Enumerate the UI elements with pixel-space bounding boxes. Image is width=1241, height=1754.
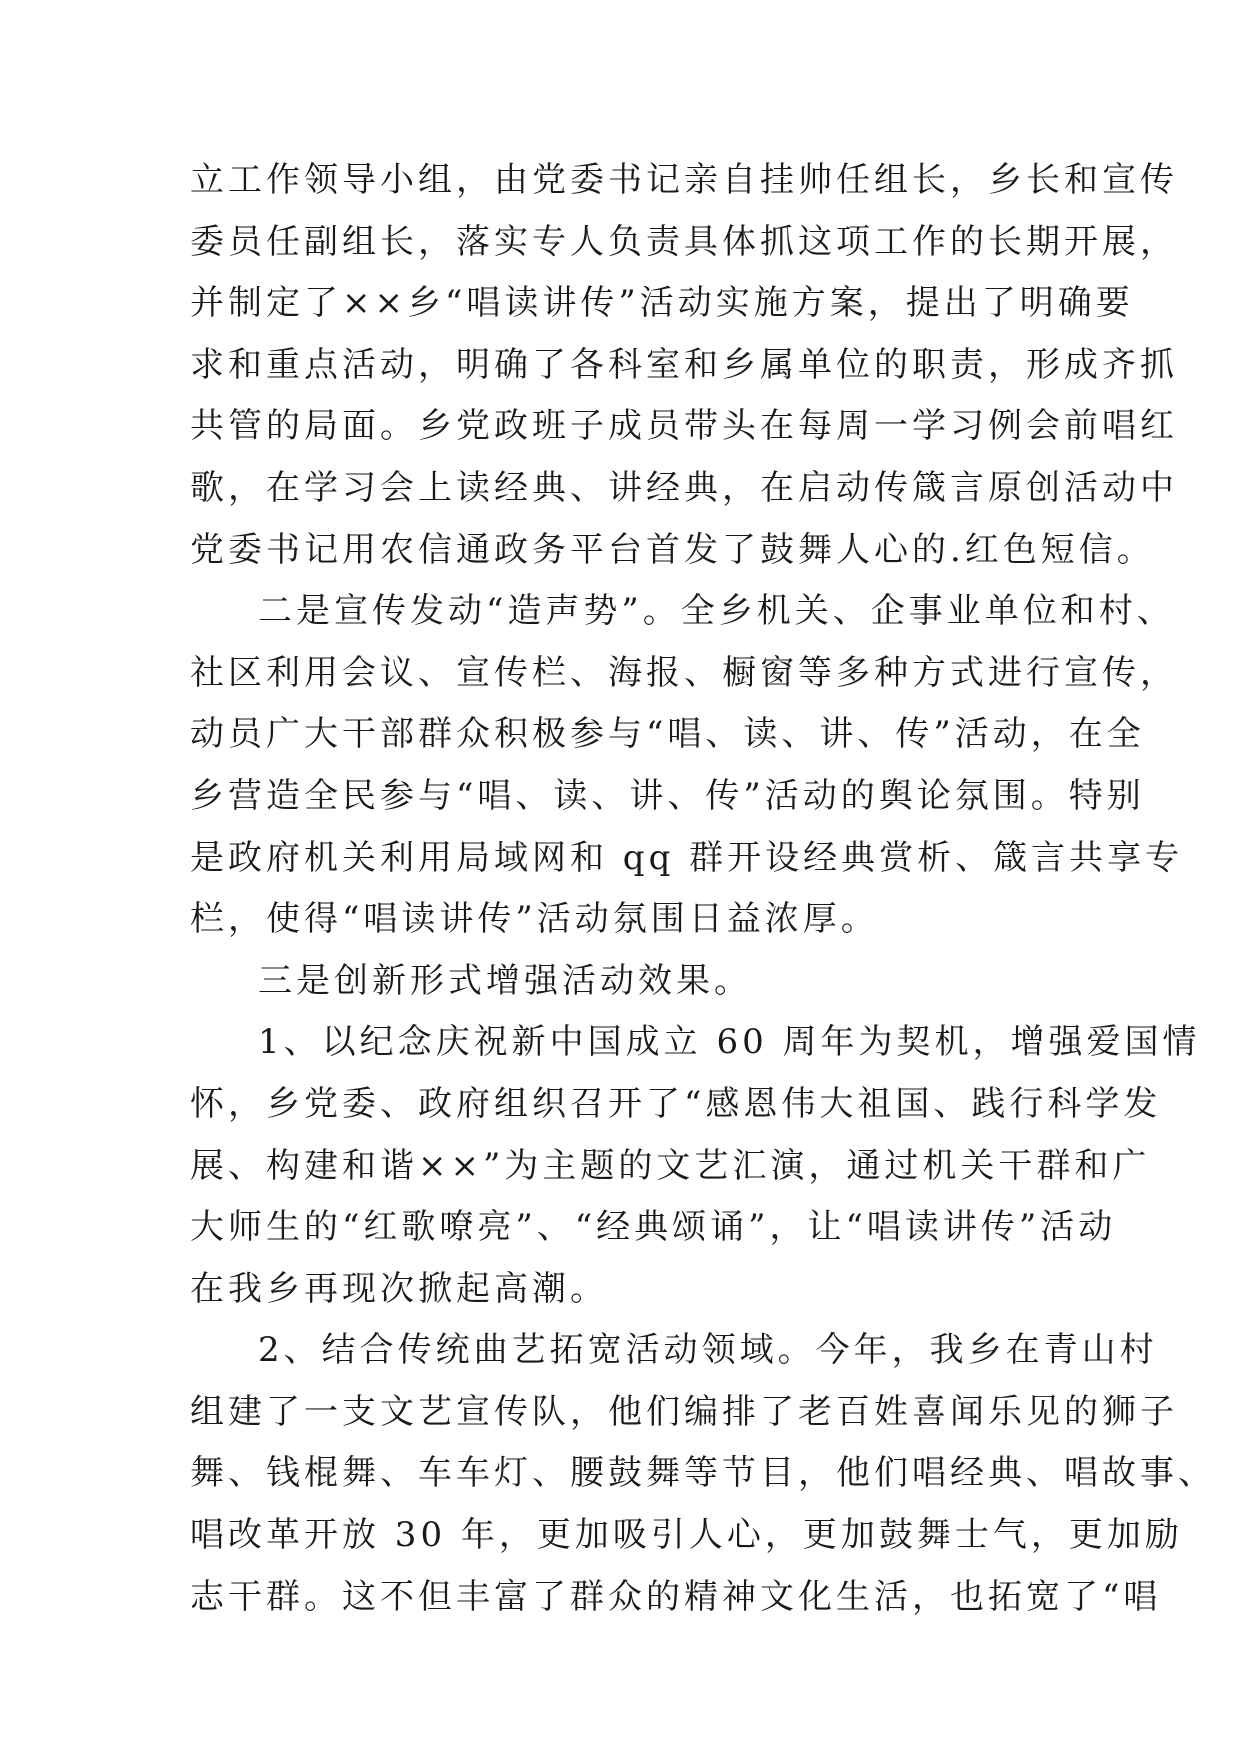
text-line: 社区利用会议、宣传栏、海报、橱窗等多种方式进行宣传， [190,652,1178,693]
text-line: 动员广大干部群众积极参与“唱、读、讲、传”活动，在全 [190,714,1145,755]
text-line: 组建了一支文艺宣传队，他们编排了老百姓喜闻乐见的狮子 [190,1391,1178,1432]
body-text [190,150,1216,1628]
text-line: 唱改革开放 30 年，更加吸引人心，更加鼓舞士气，更加励 [190,1515,1183,1556]
text-line: 委员任副组长，落实专人负责具体抓这项工作的长期开展， [190,221,1178,262]
text-line: 栏，使得“唱读讲传”活动氛围日益浓厚。 [190,899,879,940]
text-line: 在我乡再现次掀起高潮。 [190,1268,608,1309]
text-line: 并制定了××乡“唱读讲传”活动实施方案，提出了明确要 [190,283,1134,324]
text-line: 共管的局面。乡党政班子成员带头在每周一学习例会前唱红 [190,406,1178,447]
text-line: 是政府机关利用局域网和 qq 群开设经典赏析、箴言共享专 [190,837,1184,878]
paragraph-start-line: 2、结合传统曲艺拓宽活动领域。今年，我乡在青山村 [258,1330,1158,1371]
text-line: 求和重点活动，明确了各科室和乡属单位的职责，形成齐抓 [190,344,1178,385]
paragraph-start-line: 三是创新形式增强活动效果。 [258,960,752,1001]
text-line: 歌，在学习会上读经典、讲经典，在启动传箴言原创活动中 [190,467,1178,508]
text-line: 志干群。这不但丰富了群众的精神文化生活，也拓宽了“唱 [190,1576,1162,1617]
text-line: 立工作领导小组，由党委书记亲自挂帅任组长，乡长和宣传 [190,160,1178,200]
text-line: 大师生的“红歌嘹亮”、“经典颂诵”，让“唱读讲传”活动 [190,1207,1117,1248]
paragraph-start-line: 1、以纪念庆祝新中国成立 60 周年为契机，增强爱国情 [258,1022,1201,1063]
text-line: 党委书记用农信通政务平台首发了鼓舞人心的.红色短信。 [190,529,1155,570]
text-line: 乡营造全民参与“唱、读、讲、传”活动的舆论氛围。特别 [190,775,1145,816]
paragraph-start-line: 二是宣传发动“造声势”。全乡机关、企事业单位和村、 [258,591,1175,632]
text-line: 舞、钱棍舞、车车灯、腰鼓舞等节目，他们唱经典、唱故事、 [190,1453,1216,1494]
text-line: 展、构建和谐××”为主题的文艺汇演，通过机关干群和广 [190,1145,1151,1186]
text-line: 怀，乡党委、政府组织召开了“感恩伟大祖国、践行科学发 [190,1083,1162,1124]
